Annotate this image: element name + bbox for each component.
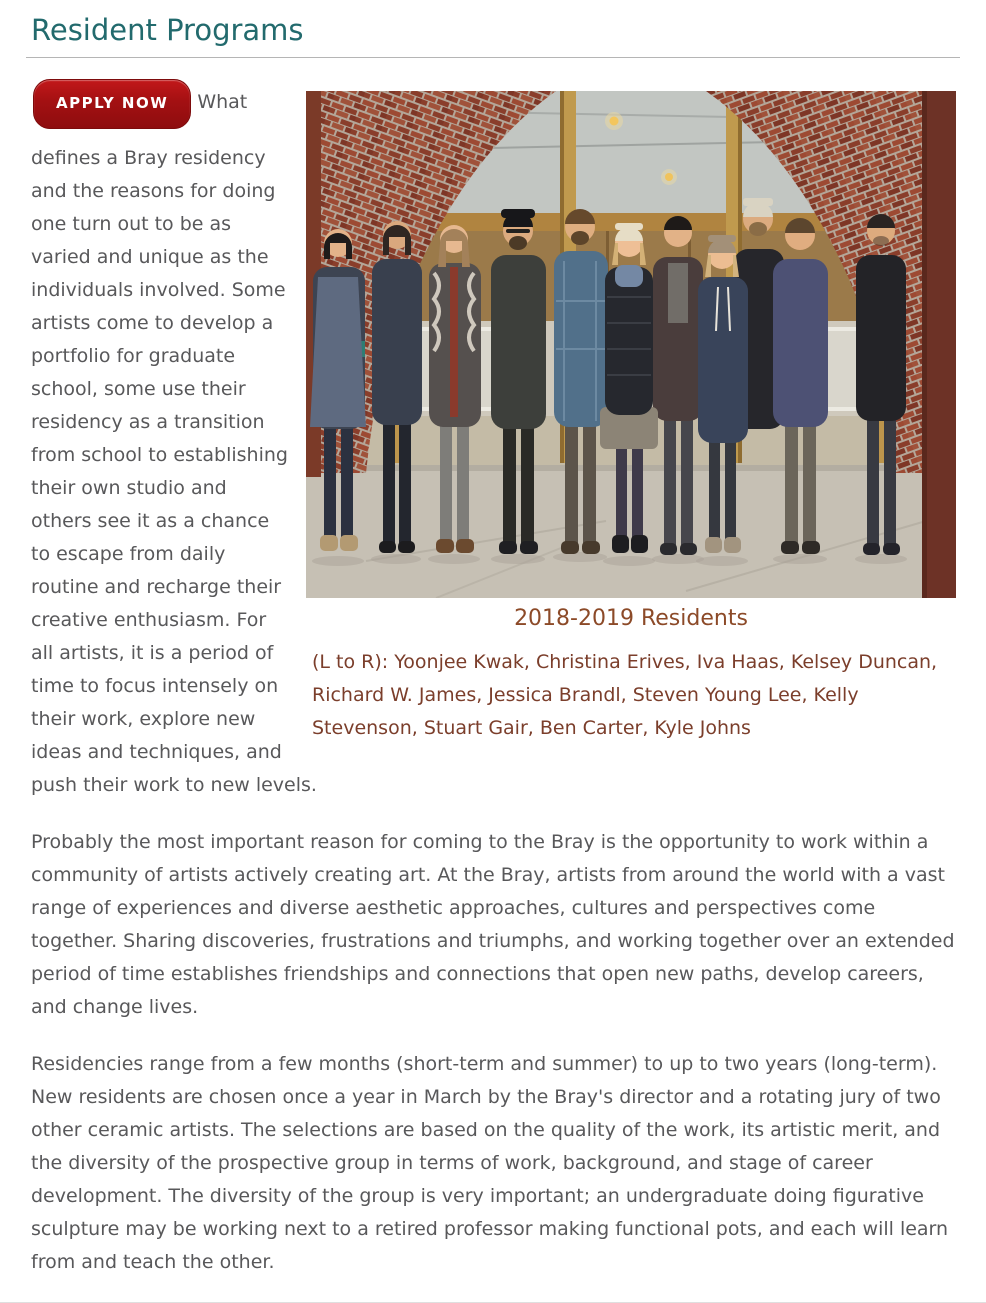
photo-caption: 2018-2019 Residents bbox=[514, 606, 748, 631]
community-paragraph: Probably the most important reason for coming to the Bray is the opportunity to work within a community of artists actively creating art. At the Bray, artists from around the world with a vast range of experiences and diverse aesthetic approaches, cultures and perspectives come together. Sharing discoveries, frustrations and triumphs, and working together over an extended period of time establishes friendships and connections that open new paths, develop careers, and change lives. bbox=[31, 831, 955, 1018]
residents-figure bbox=[306, 91, 956, 745]
apply-now-button[interactable]: APPLY NOW bbox=[33, 79, 191, 129]
page-title: Resident Programs bbox=[31, 13, 304, 47]
intro-paragraph-text: What defines a Bray residency and the reasons for doing one turn out to be as varied and unique as the individuals involved. Some artists come to develop a portfolio for graduate school, some use their residency as a transition from school to establishing their own studio and others see it as a chance to escape from daily routine and recharge their creative enthusiasm. For all artists, it is a period of time to focus intensely on their work, explore new ideas and techniques, and push their work to new levels. bbox=[31, 91, 317, 796]
residencies-paragraph: Residencies range from a few months (short-term and summer) to up to two years (long-term). New residents are chosen once a year in March by the Bray's director and a rotating jury of two other ceramic artists. The selections are based on the quality of the work, its artistic merit, and the diversity of the prospective group in terms of work, background, and stage of career development. The diversity of the group is very important; an undergraduate doing figurative sculpture may be working next to a retired professor making functional pots, and each will learn from and teach the other. bbox=[31, 1053, 949, 1273]
residents-group-photo bbox=[306, 91, 956, 598]
photo-credits: (L to R): Yoonjee Kwak, Christina Erives, Iva Haas, Kelsey Duncan, Richard W. James, Jessica Brandl, Steven Young Lee, Kelly Stevenson, Stuart Gair, Ben Carter, Kyle Johns bbox=[312, 651, 938, 739]
intro-section bbox=[31, 58, 956, 802]
residents-photo-illustration bbox=[306, 91, 956, 598]
